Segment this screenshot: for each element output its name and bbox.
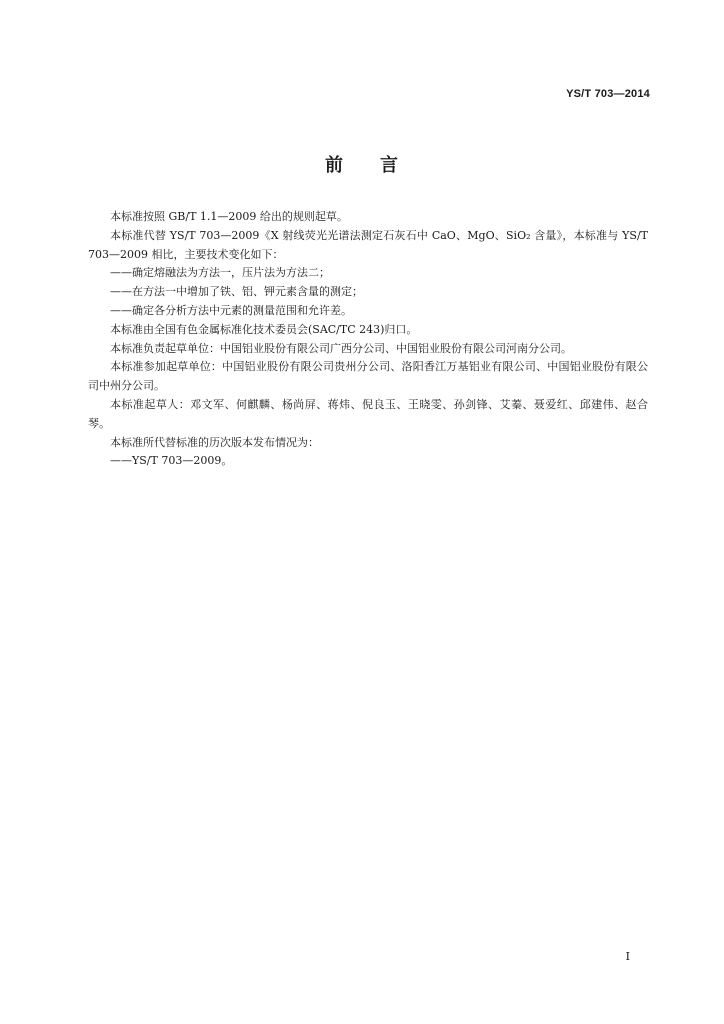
paragraph-drafters: 本标准起草人：邓文军、何麒麟、杨尚屏、蒋炜、倪良玉、王晓雯、孙剑锋、艾蓁、聂爱红、邱建伟、赵合琴。 xyxy=(88,397,648,430)
paragraph-participating-drafters: 本标准参加起草单位：中国铝业股份有限公司贵州分公司、洛阳香江万基铝业有限公司、中国铝业股份有限公司中州分公司。 xyxy=(88,360,648,393)
foreword-body xyxy=(88,208,648,471)
page-title xyxy=(0,151,724,177)
change-item-1: ——确定熔融法为方法一，压片法为方法二； xyxy=(110,266,330,280)
paragraph-lead-drafters: 本标准负责起草单位：中国铝业股份有限公司广西分公司、中国铝业股份有限公司河南分公司。 xyxy=(110,341,572,355)
paragraph-drafting-rules: 本标准按照 GB/T 1.1—2009 给出的规则起草。 xyxy=(110,210,348,223)
change-item-3: ——确定各分析方法中元素的测量范围和允许差。 xyxy=(110,303,352,317)
paragraph-committee: 本标准由全国有色金属标准化技术委员会(SAC/TC 243)归口。 xyxy=(110,322,418,336)
version-item-1: ——YS/T 703—2009。 xyxy=(110,454,233,468)
standard-code: YS/T 703—2014 xyxy=(566,88,650,100)
paragraph-replacement: 本标准代替 YS/T 703—2009《X 射线荧光光谱法测定石灰石中 CaO、MgO、SiO₂ 含量》，本标准与 YS/T 703—2009 相比，主要技术变化如下： xyxy=(88,228,648,261)
page-number: I xyxy=(625,950,630,963)
change-item-2: ——在方法一中增加了铁、铝、钾元素含量的测定； xyxy=(110,285,363,299)
paragraph-version-history: 本标准所代替标准的历次版本发布情况为： xyxy=(110,435,319,449)
title-char-2: 言 xyxy=(380,155,399,176)
title-char-1: 前 xyxy=(325,155,344,176)
